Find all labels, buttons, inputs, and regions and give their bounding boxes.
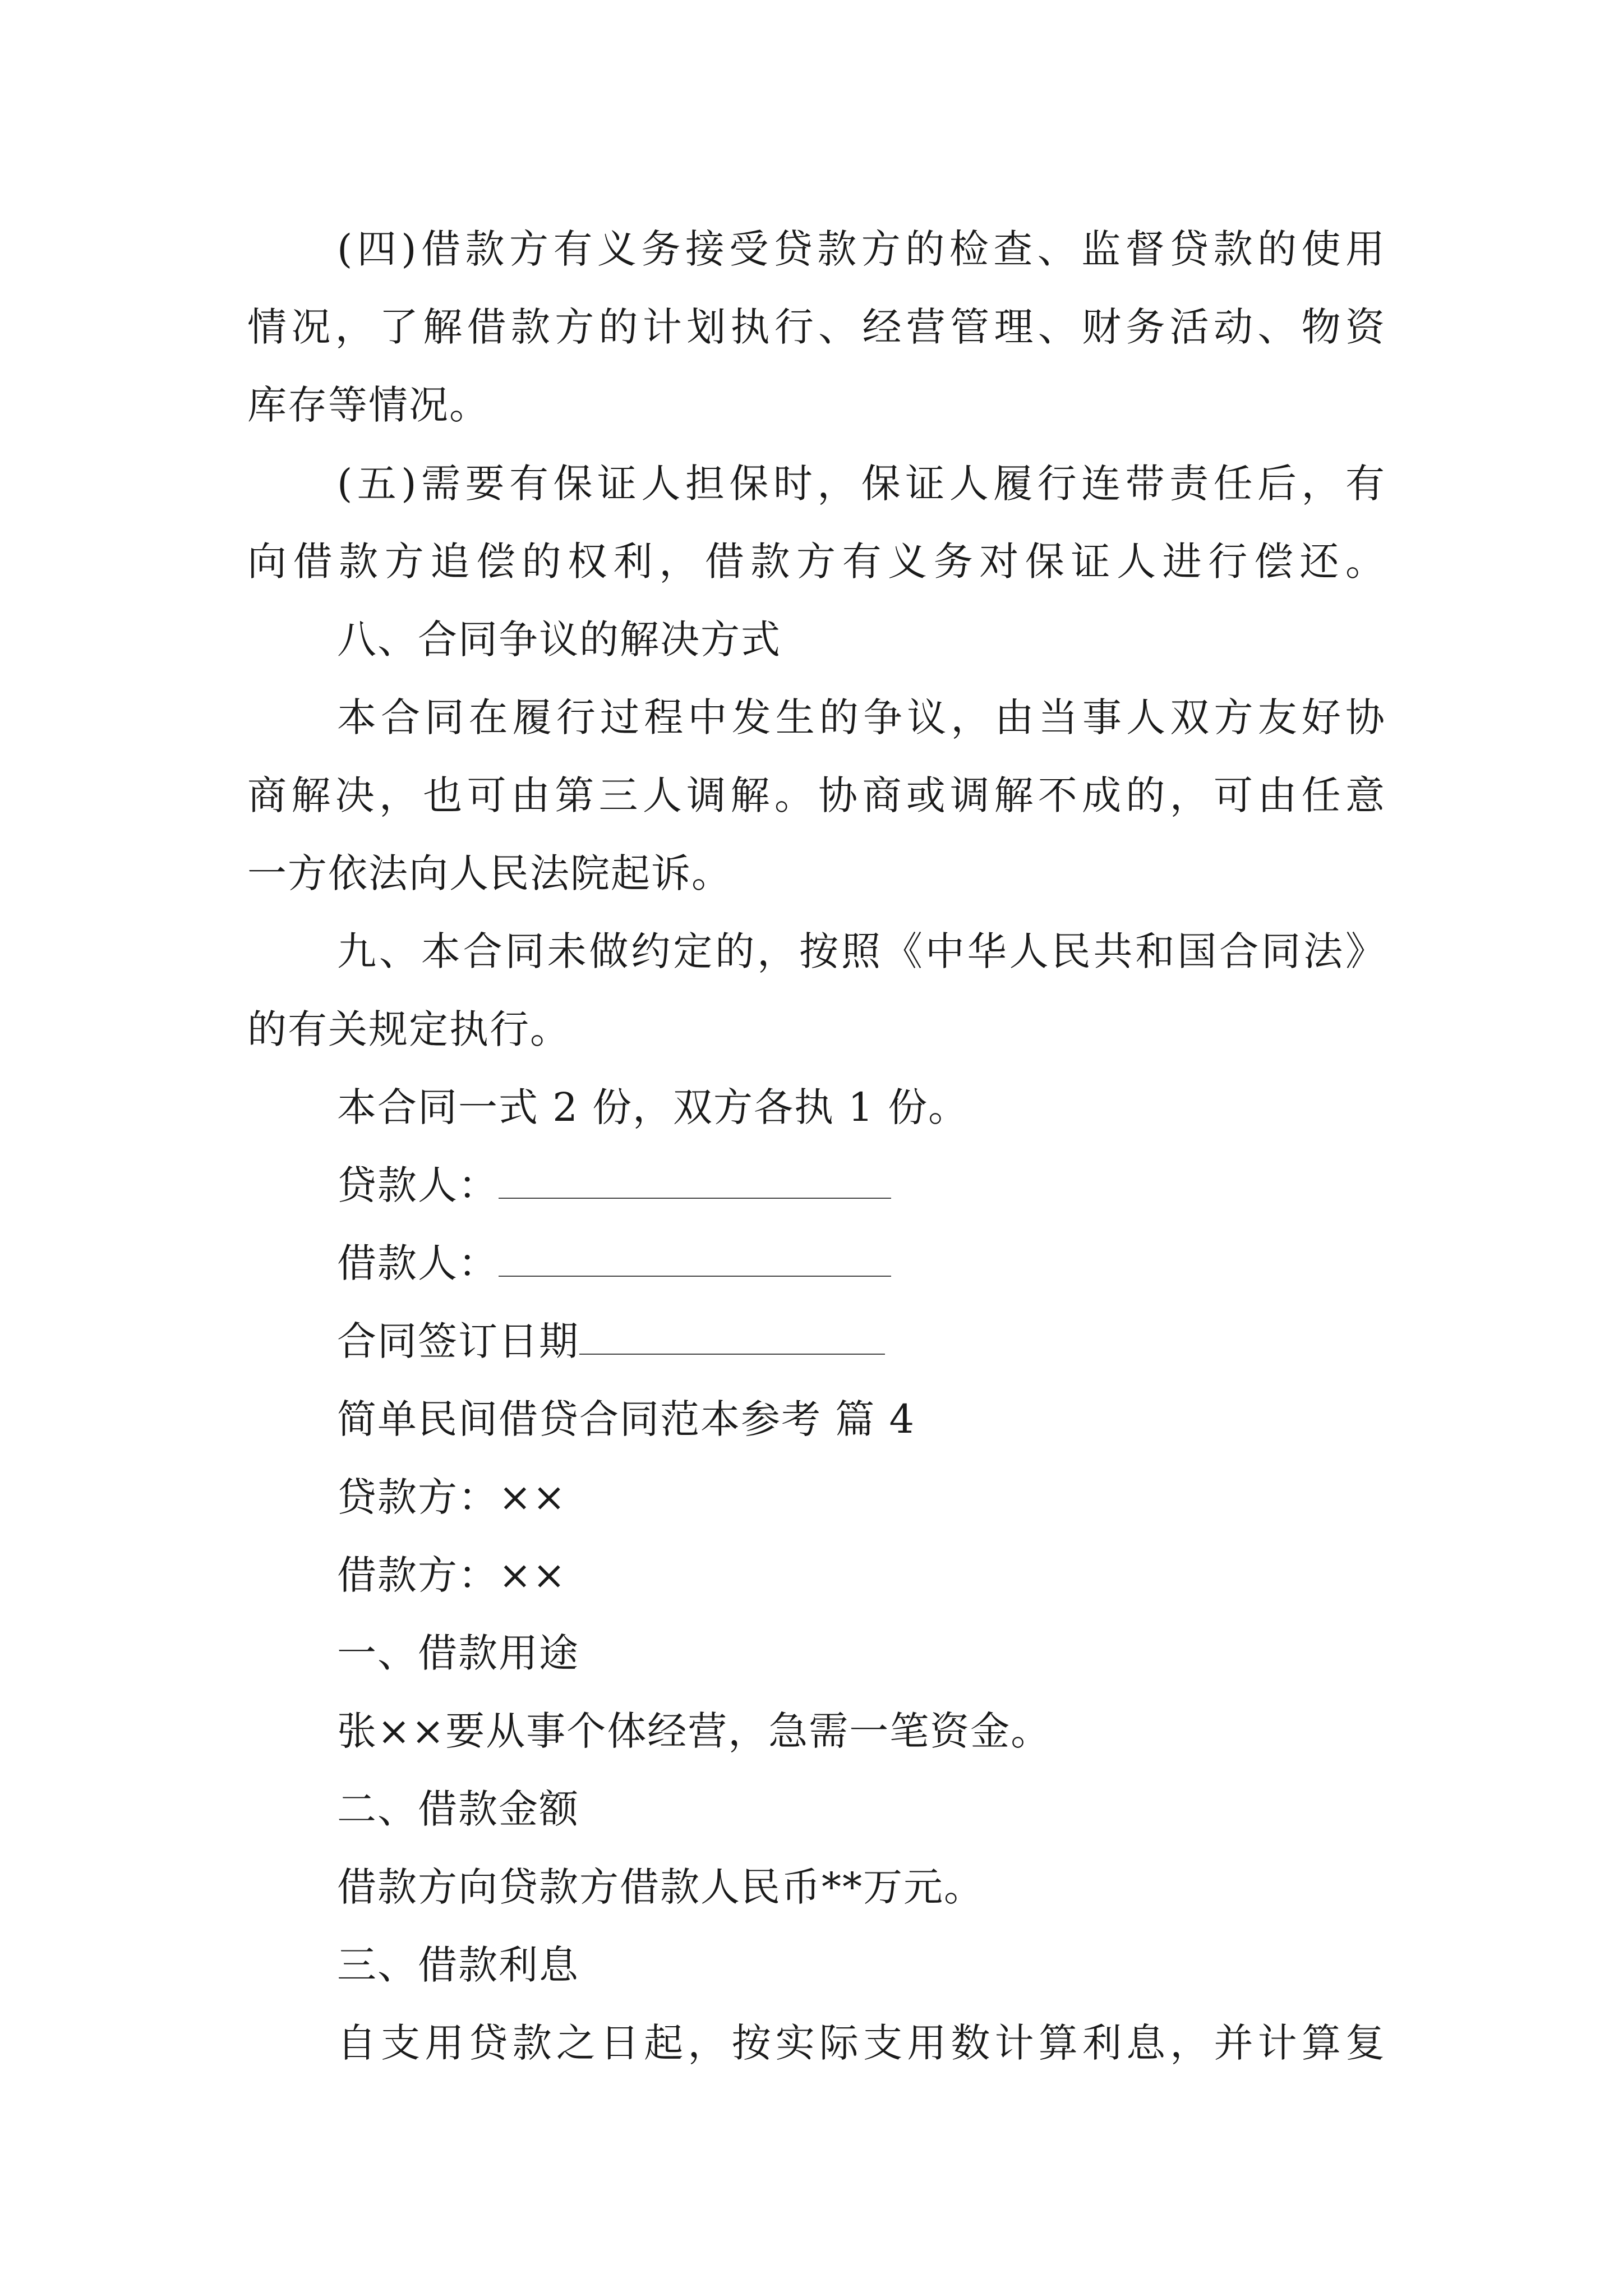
contract-4-section-1-heading: 一、借款用途: [337, 1630, 579, 1676]
contract-4-lender: 贷款方：××: [337, 1474, 567, 1520]
section-8-line-1: 本合同在履行过程中发生的争议，由当事人双方友好协: [337, 694, 1386, 740]
signing-date-label: 合同签订日期: [337, 1318, 579, 1364]
clause-4-line-3: 库存等情况。: [247, 382, 490, 428]
lender-label: 贷款人：: [337, 1162, 499, 1208]
clause-4-line-2: 情况，了解借款方的计划执行、经营管理、财务活动、物资: [247, 304, 1386, 350]
contract-4-section-3-heading: 三、借款利息: [337, 1942, 579, 1988]
section-8-line-3: 一方依法向人民法院起诉。: [247, 850, 732, 896]
contract-4-section-2-heading: 二、借款金额: [337, 1786, 579, 1832]
signing-date-line: [337, 1310, 885, 1366]
contract-4-section-2-text: 借款方向贷款方借款人民币**万元。: [337, 1864, 984, 1910]
section-8-line-2: 商解决，也可由第三人调解。协商或调解不成的，可由任意: [247, 772, 1386, 818]
copies-statement: 本合同一式 2 份，双方各执 1 份。: [337, 1084, 969, 1130]
clause-5-line-2: 向借款方追偿的权利，借款方有义务对保证人进行偿还。: [247, 539, 1386, 585]
contract-4-borrower: 借款方：××: [337, 1552, 567, 1598]
section-9-line-1: 九、本合同未做约定的，按照《中华人民共和国合同法》: [337, 928, 1386, 974]
clause-5-line-1: (五)需要有保证人担保时，保证人履行连带责任后，有: [337, 461, 1386, 507]
signing-date-blank-field[interactable]: [579, 1322, 885, 1355]
clause-4-line-1: (四)借款方有义务接受贷款方的检查、监督贷款的使用: [337, 226, 1386, 272]
lender-blank-field[interactable]: [499, 1166, 891, 1199]
contract-4-section-3-text: 自支用贷款之日起，按实际支用数计算利息，并计算复: [337, 2020, 1386, 2066]
section-9-line-2: 的有关规定执行。: [247, 1006, 570, 1052]
section-8-heading: 八、合同争议的解决方式: [337, 616, 781, 662]
borrower-signature-line: [337, 1232, 891, 1289]
borrower-label: 借款人：: [337, 1240, 499, 1286]
contract-4-title: 简单民间借贷合同范本参考 篇 4: [337, 1396, 916, 1442]
contract-4-section-1-text: 张××要从事个体经营，急需一笔资金。: [337, 1708, 1052, 1754]
borrower-blank-field[interactable]: [499, 1244, 891, 1277]
lender-signature-line: [337, 1154, 891, 1211]
